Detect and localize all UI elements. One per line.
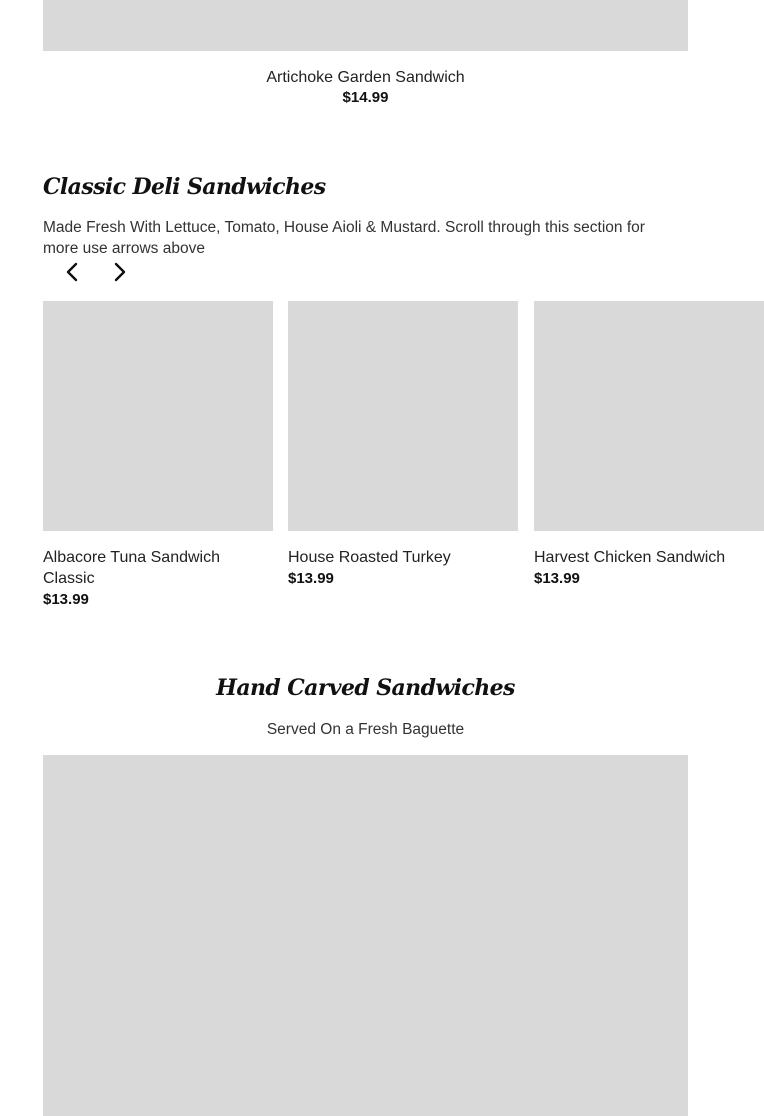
product-carousel[interactable]	[43, 301, 726, 621]
product-card[interactable]	[534, 301, 764, 589]
section-title-classic-deli: Classic Deli Sandwiches	[43, 174, 326, 200]
product-image-artichoke-garden[interactable]	[43, 0, 688, 51]
product-price: $13.99	[43, 591, 89, 608]
product-card[interactable]	[43, 301, 273, 610]
product-image[interactable]	[288, 301, 518, 531]
section-description: Served On a Fresh Baguette	[266, 721, 465, 738]
chevron-left-icon	[64, 261, 80, 283]
product-price: $14.99	[342, 89, 389, 106]
product-image-hand-carved[interactable]	[43, 755, 688, 1116]
section-description: Made Fresh With Lettuce, Tomato, House Aioli & Mustard. Scroll through this section for more use arrows above	[43, 219, 645, 257]
product-card[interactable]	[288, 301, 518, 589]
carousel-prev-button[interactable]	[58, 258, 86, 286]
product-name[interactable]: Albacore Tuna Sandwich Classic	[43, 549, 220, 587]
product-name[interactable]: Artichoke Garden Sandwich	[266, 69, 465, 86]
carousel-next-button[interactable]	[106, 258, 134, 286]
product-image[interactable]	[43, 301, 273, 531]
product-name[interactable]: Harvest Chicken Sandwich	[534, 549, 726, 566]
chevron-right-icon	[112, 261, 128, 283]
product-price: $13.99	[534, 570, 580, 587]
product-name[interactable]: House Roasted Turkey	[288, 549, 451, 566]
section-title-hand-carved: Hand Carved Sandwiches	[216, 675, 515, 701]
product-image[interactable]	[534, 301, 764, 531]
product-price: $13.99	[288, 570, 334, 587]
